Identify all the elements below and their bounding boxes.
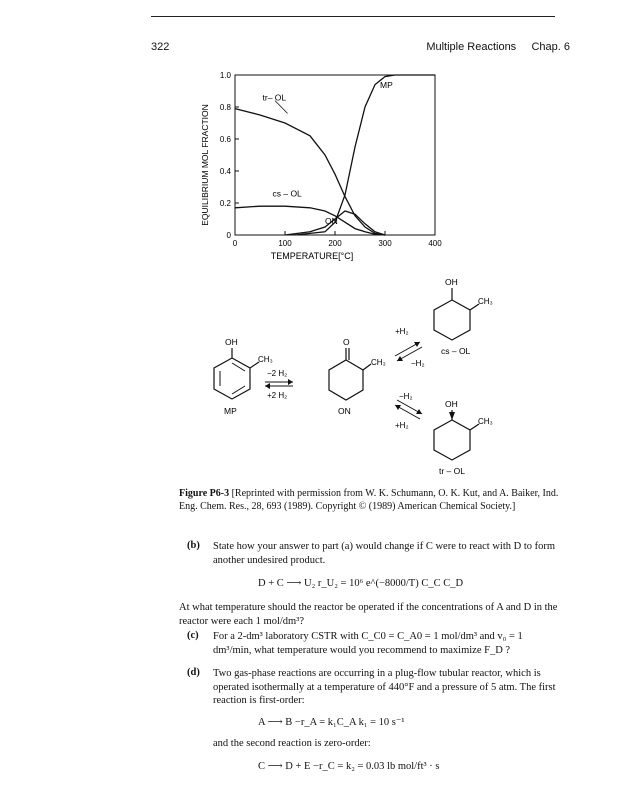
reaction-scheme: [195, 268, 515, 483]
arrow-mp-on-top: −2 H₂: [267, 369, 288, 378]
running-head-chapter: Chap. 6: [531, 41, 570, 53]
on-ch3-label: CH₃: [371, 358, 386, 367]
x-tick-label: 100: [278, 239, 292, 248]
arrow-on-cs-top: +H₂: [395, 327, 409, 336]
y-tick-label: 0: [226, 231, 231, 240]
part-b-equation: D + C ⟶ U₂ r_U₂ = 10⁶ e^(−8000/T) C_C C_D: [258, 578, 464, 589]
x-tick-label: 200: [328, 239, 342, 248]
mp-ch3-label: CH₃: [258, 355, 273, 364]
page-number: 322: [151, 41, 170, 53]
y-tick-label: 0.4: [219, 167, 231, 176]
part-b-text: State how your answer to part (a) would change if C were to react with D to form another undesired product.: [213, 541, 556, 566]
arrow-on-tr: [395, 392, 422, 430]
part-b-followup: At what temperature should the reactor be operated if the concentrations of A and D in the reactor were each 1 mol/dm³?: [179, 602, 558, 627]
cs-ch3-label: CH₃: [478, 297, 493, 306]
figure-caption-text: [Reprinted with permission from W. K. Schumann, O. K. Kut, and A. Baiker, Ind. Eng. Chem. Res., 28, 693 (1989). Copyright © (1989) American Chemical Society.]: [179, 488, 559, 512]
part-d-label: (d): [187, 667, 200, 678]
arrow-on-cs-bottom: −H₂: [411, 359, 425, 368]
part-d-middle: and the second reaction is zero-order:: [213, 738, 371, 749]
on-name: ON: [338, 406, 351, 416]
tr-oh-label: OH: [445, 399, 458, 409]
on-o-label: O: [343, 337, 350, 347]
arrow-on-cs: [395, 327, 425, 368]
arrow-mp-on-bottom: +2 H₂: [267, 391, 288, 400]
series-label-1: cs – OL: [272, 188, 302, 199]
part-c-label: (c): [187, 630, 199, 641]
mp-name: MP: [224, 406, 237, 416]
part-c-text: For a 2-dm³ laboratory CSTR with C_C0 = C_A0 = 1 mol/dm³ and v₀ = 1 dm³/min, what temperature would you recommend to maximize F_D ?: [213, 631, 523, 656]
on-molecule: [329, 337, 386, 416]
series-line-3: [295, 75, 435, 235]
x-axis-label: TEMPERATURE[°C]: [270, 251, 354, 261]
running-head: [426, 41, 570, 53]
tr-name: tr – OL: [439, 466, 465, 476]
part-d-equation-1: A ⟶ B −r_A = k₁C_A k₁ = 10 s⁻¹: [258, 717, 405, 728]
part-d-equation-2: C ⟶ D + E −r_C = k₂ = 0.03 lb mol/ft³ · s: [258, 761, 440, 772]
equilibrium-chart: [195, 60, 505, 275]
series-label-0: tr– OL: [262, 92, 287, 103]
tr-ch3-label: CH₃: [478, 417, 493, 426]
mp-molecule: [214, 337, 273, 416]
cs-name: cs – OL: [441, 346, 471, 356]
y-axis-label: EQUILIBRIUM MOL FRACTION: [200, 104, 210, 226]
running-head-title: Multiple Reactions: [426, 41, 517, 53]
header-rule: [151, 16, 555, 17]
cs-ol-molecule: [434, 277, 493, 356]
part-d-text: Two gas-phase reactions are occurring in a plug-flow tubular reactor, which is operated isothermally at a temperature of 440°F and a pressure of 5 atm. The first reaction is first-order:: [213, 668, 556, 706]
series-label-3: MP: [380, 79, 393, 90]
series-line-0: [235, 109, 385, 235]
x-tick-label: 400: [428, 239, 442, 248]
tr-ol-molecule: [434, 399, 493, 476]
y-tick-label: 1.0: [219, 71, 231, 80]
y-tick-label: 0.2: [219, 199, 231, 208]
x-tick-label: 0: [232, 239, 238, 248]
part-b-label: (b): [187, 540, 200, 551]
arrow-mp-on: [265, 369, 293, 400]
x-tick-label: 300: [378, 239, 392, 248]
series-label-2: ON: [325, 215, 338, 226]
arrow-on-tr-top: −H₂: [399, 392, 413, 401]
figure-label: Figure P6-3: [179, 488, 230, 499]
y-tick-label: 0.6: [219, 135, 231, 144]
y-tick-label: 0.8: [219, 103, 231, 112]
cs-oh-label: OH: [445, 277, 458, 287]
arrow-on-tr-bottom: +H₂: [395, 421, 409, 430]
figure-caption: [179, 487, 559, 513]
mp-oh-label: OH: [225, 337, 238, 347]
